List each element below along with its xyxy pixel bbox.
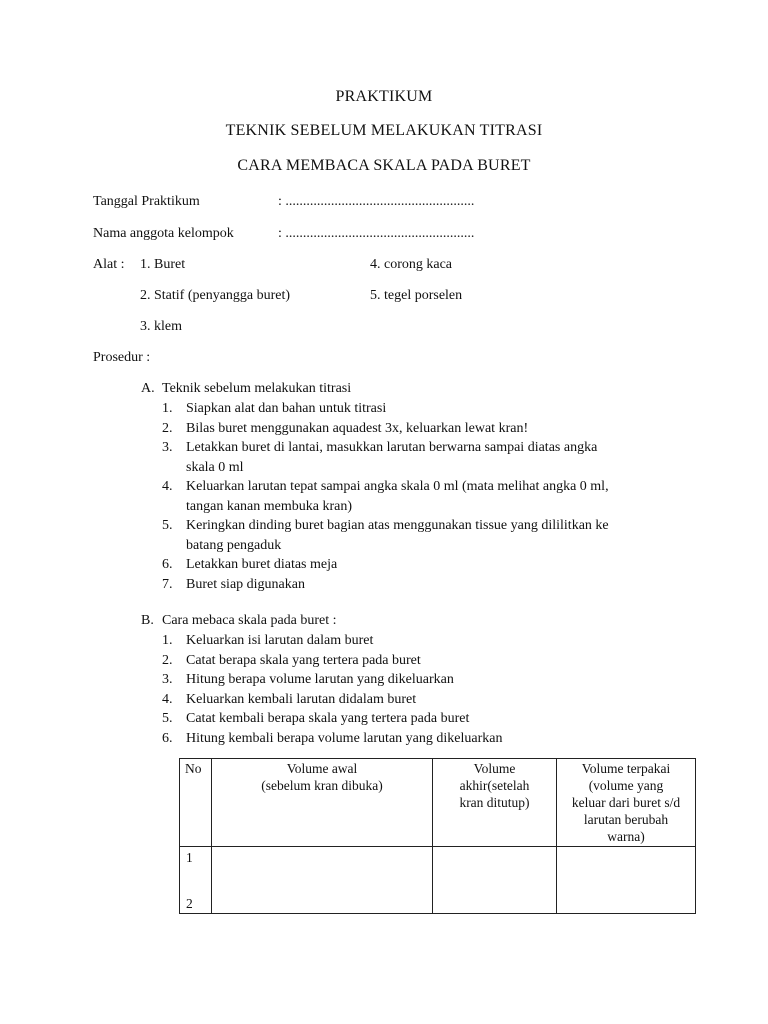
section-a-steps [162,399,609,594]
tool-item: 2. Statif (penyangga buret) [140,288,291,303]
title-cara-membaca: CARA MEMBACA SKALA PADA BURET [237,157,531,174]
header-volume-terpakai: Volume terpakai (volume yang keluar dari buret s/d larutan berubah warna) [557,759,696,847]
date-fill-line: : ...................................................... [278,194,475,209]
tool-item: 1. Buret [140,257,186,272]
tool-item: 4. corong kaca [370,257,453,272]
list-item: 5. Keringkan dinding buret bagian atas menggunakan tissue yang dililitkan ke batang pengaduk [162,518,609,553]
list-item: 6. Hitung kembali berapa volume larutan yang dikeluarkan [162,730,503,746]
list-item: 4. Keluarkan larutan tepat sampai angka skala 0 ml (mata melihat angka 0 ml, tangan kanan membuka kran) [162,479,609,514]
table-row [180,847,696,914]
list-item: 7. Buret siap digunakan [162,576,305,592]
section-b-marker: B. [141,613,154,628]
members-fill-line: : ...................................................... [278,226,475,241]
header-volume-akhir: Volume akhir(setelah kran ditutup) [433,759,557,847]
list-item: 1. Siapkan alat dan bahan untuk titrasi [162,401,387,416]
date-label: Tanggal Praktikum [93,194,200,209]
title-teknik: TEKNIK SEBELUM MELAKUKAN TITRASI [225,122,543,139]
result-table [179,758,696,914]
list-item: 4. Keluarkan kembali larutan didalam buret [162,691,417,707]
header-volume-awal: Volume awal (sebelum kran dibuka) [212,759,433,847]
volume-awal-cell [212,847,433,914]
list-item: 2. Catat berapa skala yang tertera pada buret [162,652,421,668]
list-item: 2. Bilas buret menggunakan aquadest 3x, keluarkan lewat kran! [162,420,529,436]
header-no: No [180,759,212,847]
members-label: Nama anggota kelompok [93,226,234,241]
title-praktikum: PRAKTIKUM [335,88,433,105]
list-item: 3. Letakkan buret di lantai, masukkan larutan berwarna sampai diatas angka skala 0 ml [162,440,598,475]
row-number-cell [180,847,212,914]
tool-item: 5. tegel porselen [370,288,463,303]
section-b-steps [162,631,502,748]
list-item: 1. Keluarkan isi larutan dalam buret [162,633,374,648]
list-item: 6. Letakkan buret diatas meja [162,557,338,572]
list-item: 5. Catat kembali berapa skala yang tertera pada buret [162,711,470,726]
procedure-label: Prosedur : [93,350,151,365]
tool-item: 3. klem [140,319,182,334]
section-a-title: Teknik sebelum melakukan titrasi [162,381,352,396]
section-a-marker: A. [141,381,155,396]
row-number: 1 [186,850,193,865]
section-b-title: Cara mebaca skala pada buret : [162,613,337,628]
list-item: 3. Hitung berapa volume larutan yang dikeluarkan [162,672,454,687]
volume-terpakai-cell [557,847,696,914]
table-header-row [180,759,696,847]
row-number: 2 [186,896,193,911]
volume-akhir-cell [433,847,557,914]
tools-label: Alat : [93,257,125,272]
